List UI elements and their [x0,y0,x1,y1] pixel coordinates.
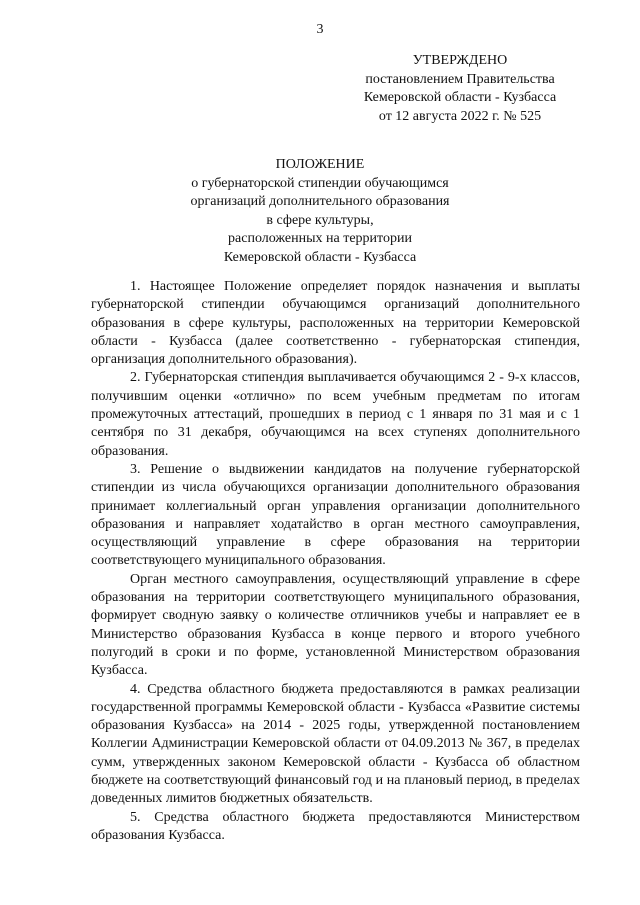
paragraph-4: 4. Средства областного бюджета предоставляются в рамках реализации государственной программы Кемеровской области - Кузбасса «Развитие системы образования Кузбасса» на 2014 - 2025 годы, утвержденной постановлением Коллегии Администрации Кемеровской области от 04.09.2013 № 367, в пределах сумм, утвержденных законом Кемеровской области - Кузбасса об областном бюджете на соответствующий финансовый год и на плановый период, в пределах доведенных лимитов бюджетных обязательств. [91,681,580,807]
approval-date-line: от 12 августа 2022 г. № 525 [378,108,542,124]
title-line: организаций дополнительного образования [190,194,450,209]
page-number: 3 [316,22,324,37]
title-heading: ПОЛОЖЕНИЕ [275,157,365,172]
title-line: Кемеровской области - Кузбасса [223,249,417,265]
approval-heading: УТВЕРЖДЕНО [412,53,508,68]
approval-line: Кемеровской области - Кузбасса [363,90,557,105]
paragraph-2: 2. Губернаторская стипендия выплачивается обучающимся 2 - 9-х классов, получившим оценки «отлично» по всем учебным предметам по итогам промежуточных аттестаций, прошедших в период с 1 января по 31 мая и с 1 сентября по 31 декабря, обучающимся на всех ступенях дополнительного образования. [91,370,580,459]
document-title [0,156,640,267]
paragraph-3-continued: Орган местного самоуправления, осуществляющий управление в сфере образования на территории соответствующего муниципального образования, формирует сводную заявку о количестве отличников учебы и направляет ее в Министерство образования Кузбасса в конце первого и второго учебного полугодий в сроки и по форме, установленной Министерством образования Кузбасса. [91,571,580,679]
paragraph-3: 3. Решение о выдвижении кандидатов на получение губернаторской стипендии из числа обучающихся организации дополнительного образования принимает коллегиальный орган управления организации дополнительного образования и направляет ходатайство в орган местного самоуправления, осуществляющий управление в сфере образования на территории соответствующего муниципального образования. [91,461,580,569]
approval-stamp [340,52,580,126]
approval-line: постановлением Правительства [365,71,555,87]
title-line: в сфере культуры, [266,212,374,228]
title-line: расположенных на территории [228,231,412,246]
title-line: о губернаторской стипендии обучающимся [191,175,449,191]
paragraph-5: 5. Средства областного бюджета предоставляются Министерством образования Кузбасса. [91,809,580,843]
paragraph-1: 1. Настоящее Положение определяет порядок назначения и выплаты губернаторской стипендии обучающимся организаций дополнительного образования в сфере культуры, расположенных на территории Кемеровской области - Кузбасса (далее соответственно - губернаторская стипендия, организация дополнительного образования). [91,279,580,368]
document-body [91,278,580,845]
